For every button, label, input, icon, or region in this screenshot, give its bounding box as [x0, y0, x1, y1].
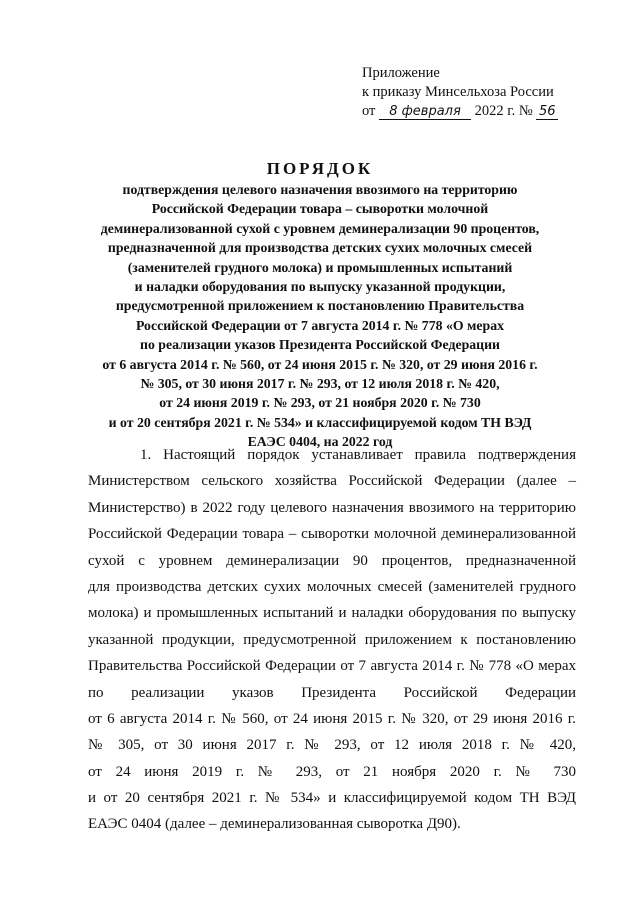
body-line: молока) и промышленных испытаний и наладки оборудования по выпуску — [88, 605, 576, 622]
document-title — [40, 158, 600, 452]
body-line: сухой с уровнем деминерализации 90 процентов, предназначенной — [88, 552, 576, 569]
handwritten-order-number: 56 — [536, 104, 558, 120]
body-line: Министерство) в 2022 году целевого назначения ввозимого на территорию — [88, 499, 576, 516]
title-line: № 305, от 30 июня 2017 г. № 293, от 12 июля 2018 г. № 420, — [140, 376, 500, 392]
appendix-date-line — [362, 102, 602, 121]
appendix-from-label: от — [362, 103, 376, 119]
appendix-block — [362, 64, 602, 121]
body-line: ЕАЭС 0404 (далее – деминерализованная сыворотка Д90). — [88, 816, 461, 833]
body-line: Министерством сельского хозяйства Российской Федерации (далее – — [88, 473, 576, 490]
title-line: и от 20 сентября 2021 г. № 534» и классифицируемой кодом ТН ВЭД — [108, 414, 532, 430]
handwritten-date: 8 февраля — [379, 104, 471, 120]
title-line: от 24 июня 2019 г. № 293, от 21 ноября 2020 г. № 730 — [159, 395, 481, 411]
title-line: подтверждения целевого назначения ввозимого на территорию — [122, 182, 518, 197]
title-line: (заменителей грудного молока) и промышленных испытаний — [127, 259, 513, 275]
appendix-heading: Приложение — [362, 65, 440, 81]
body-line: по реализации указов Президента Российской Федерации — [88, 684, 576, 701]
appendix-year-label: 2022 г. № — [474, 103, 533, 119]
body-line: Российской Федерации товара – сыворотки молочной деминерализованной — [88, 526, 576, 543]
body-line: для производства детских сухих молочных смесей (заменителей грудного — [88, 578, 576, 595]
body-line: и от 20 сентября 2021 г. № 534» и классифицируемой кодом ТН ВЭД — [88, 790, 576, 807]
body-line: 1. Настоящий порядок устанавливает правила подтверждения — [140, 447, 576, 463]
body-line: указанной продукции, предусмотренной приложением к постановлению — [88, 631, 576, 648]
title-line: Российской Федерации от 7 августа 2014 г. № 778 «О мерах — [135, 317, 505, 333]
appendix-order-reference: к приказу Минсельхоза России — [362, 84, 554, 100]
body-line: от 6 августа 2014 г. № 560, от 24 июня 2015 г. № 320, от 29 июня 2016 г. — [88, 710, 576, 727]
title-line: Российской Федерации товара – сыворотки молочной — [151, 201, 489, 217]
title-main: ПОРЯДОК — [266, 159, 374, 178]
paragraph-1 — [88, 442, 576, 838]
title-line: предусмотренной приложением к постановлению Правительства — [115, 298, 525, 314]
title-line: от 6 августа 2014 г. № 560, от 24 июня 2015 г. № 320, от 29 июня 2016 г. — [102, 356, 538, 372]
title-line: предназначенной для производства детских сухих молочных смесей — [107, 240, 533, 256]
body-line: от 24 июня 2019 г. № 293, от 21 ноября 2020 г. № 730 — [88, 763, 576, 780]
body-line: № 305, от 30 июня 2017 г. № 293, от 12 июля 2018 г. № 420, — [88, 737, 576, 754]
title-line: ЕАЭС 0404, на 2022 год — [247, 434, 393, 450]
title-line: по реализации указов Президента Российской Федерации — [140, 337, 500, 353]
title-line: деминерализованной сухой с уровнем деминерализации 90 процентов, — [100, 220, 540, 236]
title-line: и наладки оборудования по выпуску указанной продукции, — [134, 279, 506, 295]
body-line: Правительства Российской Федерации от 7 августа 2014 г. № 778 «О мерах — [88, 658, 576, 675]
